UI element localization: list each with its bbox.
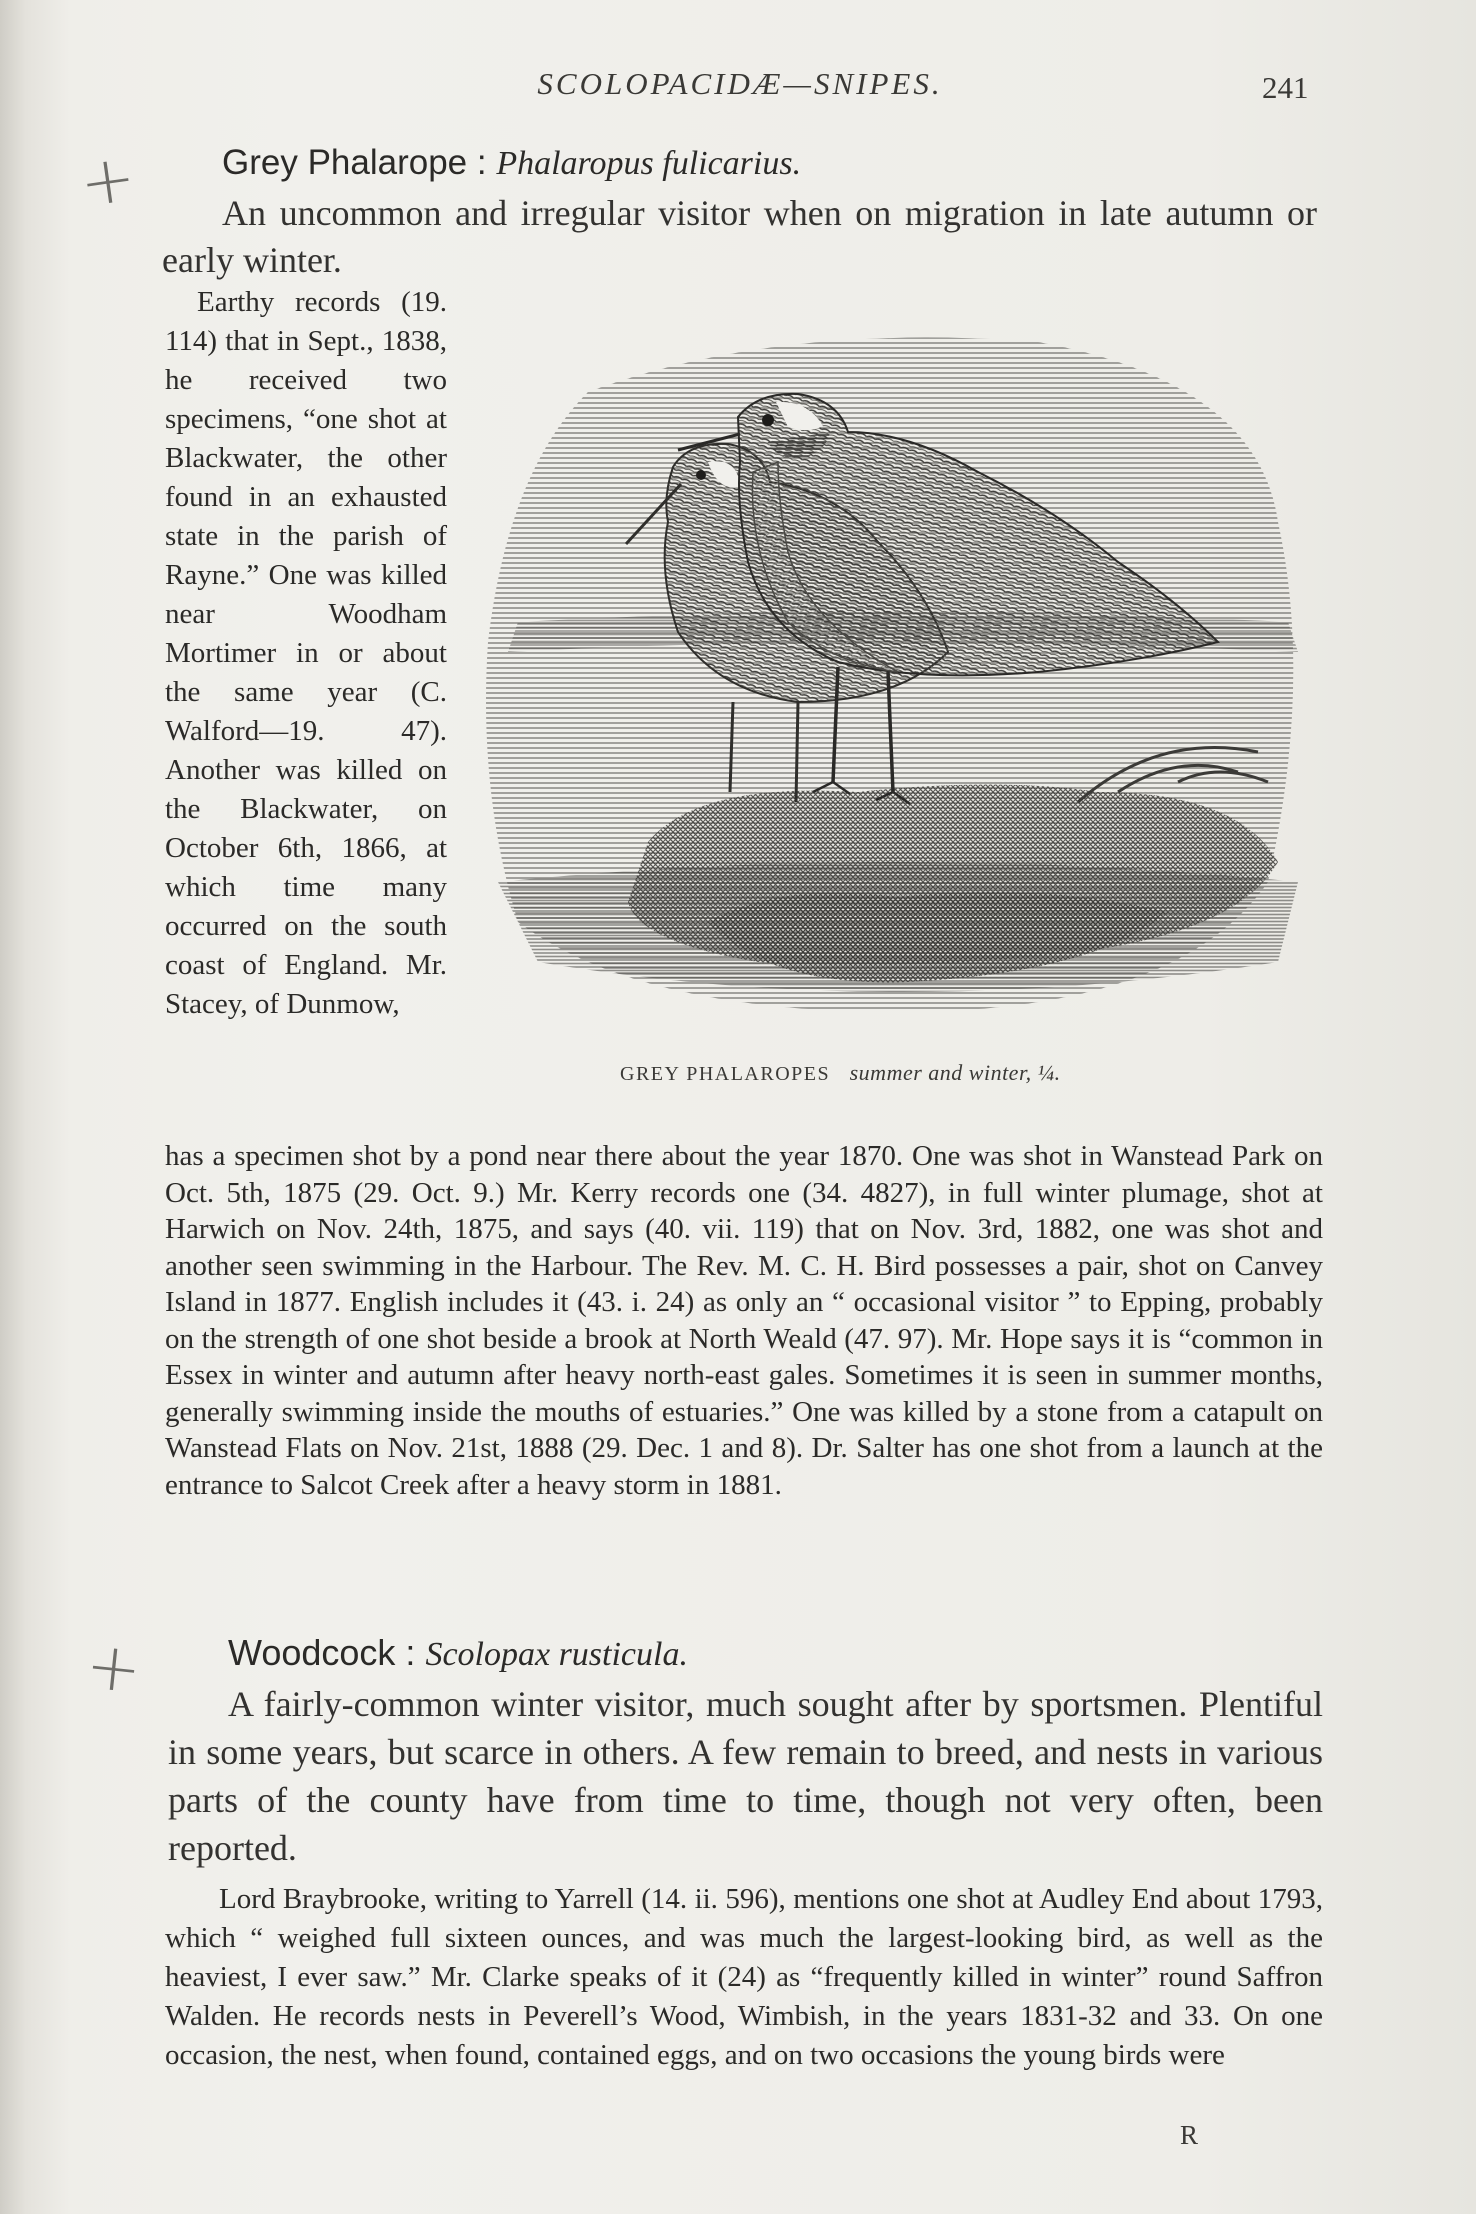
woodcock-body-text: Lord Braybrooke, writing to Yarrell (14. ii. 596), mentions one shot at Audley End about 1793, which “ weighed full sixteen ounces, and was much the largest-looking bird, as well as the heaviest, I ever saw.” Mr. Clarke speaks of it (24) as “frequently killed in winter” round Saffron Walden. He records nests in Peverell’s Wood, Wimbish, in the years 1831-32 and 33. On one occasion, the nest, when found, contained eggs, and on two occasions the young birds were	[165, 1883, 1323, 2071]
pencil-cross-mark: +	[82, 1626, 146, 1709]
heading-separator: :	[395, 1632, 426, 1673]
pencil-cross-mark: +	[74, 138, 141, 223]
running-head: SCOLOPACIDÆ—SNIPES.	[537, 66, 943, 101]
signature-mark: R	[1180, 2120, 1199, 2150]
species-heading-woodcock	[228, 1632, 688, 1674]
heading-separator: :	[467, 143, 497, 182]
caption-main: GREY PHALAROPES	[620, 1063, 831, 1085]
phalarope-body-text: has a specimen shot by a pond near there about the year 1870. One was shot in Wanstead Park on Oct. 5th, 1875 (29. Oct. 9.) Mr. Kerry records one (34. 4827), in full winter plumage, shot at Harwich on Nov. 24th, 1875, and says (40. vii. 119) that on Nov. 3rd, 1882, one was shot and another seen swimming in the Harbour. The Rev. M. C. H. Bird possesses a pair, shot on Canvey Island in 1877. English includes it (43. i. 24) as only an “ occasional visitor ” to Epping, probably on the strength of one shot beside a brook at North Weald (47. 97). Mr. Hope says it is “common in Essex in winter and autumn after heavy north-east gales. Sometimes it is seen in summer months, generally swimming inside the mouths of estuaries.” One was killed by a stone from a catapult on Wanstead Flats on Nov. 21st, 1888 (29. Dec. 1 and 8). Dr. Salter has one shot from a launch at the entrance to Salcot Creek after a heavy storm in 1881.	[165, 1140, 1323, 1501]
latin-name: Scolopax rusticula.	[425, 1636, 688, 1673]
page-number: 241	[1262, 70, 1309, 105]
figure-caption	[620, 1060, 1240, 1086]
grey-phalaropes-engraving	[478, 322, 1313, 1027]
species-name: Grey Phalarope	[222, 143, 468, 182]
phalarope-column-text: Earthy records (19. 114) that in Sept., 1838, he received two specimens, “one shot at Blackwater, the other found in an exhausted state in the parish of Rayne.” One was killed near Woodham Mortimer in or about the same year (C. Walford—19. 47). Another was killed on the Blackwater, on October 6th, 1866, at which time many occurred on the south coast of England. Mr. Stacey, of Dunmow,	[165, 286, 447, 1020]
species-heading-grey-phalarope	[222, 143, 801, 183]
latin-name: Phalaropus fulicarius.	[496, 145, 802, 182]
caption-italic: summer and winter, ¼.	[849, 1060, 1061, 1085]
species-name: Woodcock	[228, 1632, 396, 1673]
phalarope-intro: An uncommon and irregular visitor when on migration in late autumn or early winter.	[162, 193, 1317, 280]
woodcock-intro: A fairly-common winter visitor, much sought after by sportsmen. Plentiful in some years, but scarce in others. A few remain to breed, and nests in various parts of the county have from time to time, though not very often, been reported.	[168, 1684, 1323, 1868]
